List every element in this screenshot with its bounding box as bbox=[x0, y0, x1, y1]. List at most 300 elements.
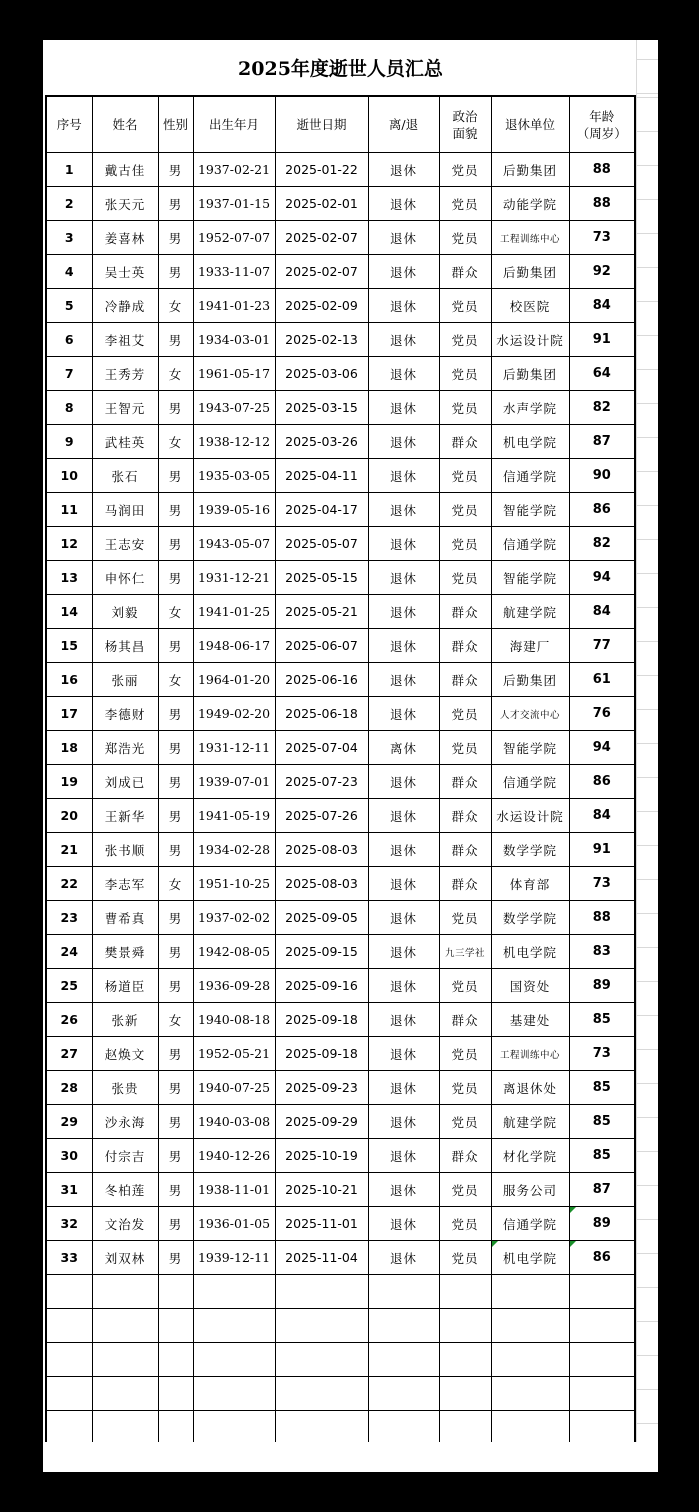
cell-age[interactable]: 86 bbox=[569, 765, 635, 799]
cell-retire-status[interactable]: 退休 bbox=[368, 187, 439, 221]
cell-retire-unit[interactable]: 工程训练中心 bbox=[491, 221, 569, 255]
cell-political-status[interactable]: 群众 bbox=[439, 255, 491, 289]
empty-cell[interactable] bbox=[275, 1309, 368, 1343]
cell-retire-unit[interactable]: 人才交流中心 bbox=[491, 697, 569, 731]
header-status[interactable]: 离/退 bbox=[368, 96, 439, 153]
empty-cell[interactable] bbox=[158, 1411, 193, 1446]
cell-death-date[interactable]: 2025-03-15 bbox=[275, 391, 368, 425]
cell-name[interactable]: 张新 bbox=[92, 1003, 158, 1037]
cell-name[interactable]: 张丽 bbox=[92, 663, 158, 697]
cell-age[interactable]: 84 bbox=[569, 289, 635, 323]
cell-retire-unit[interactable]: 体育部 bbox=[491, 867, 569, 901]
empty-cell[interactable] bbox=[368, 1309, 439, 1343]
cell-sex[interactable]: 男 bbox=[158, 969, 193, 1003]
cell-death-date[interactable]: 2025-08-03 bbox=[275, 867, 368, 901]
cell-name[interactable]: 沙永海 bbox=[92, 1105, 158, 1139]
cell-retire-status[interactable]: 退休 bbox=[368, 1173, 439, 1207]
cell-sex[interactable]: 男 bbox=[158, 255, 193, 289]
cell-retire-unit[interactable]: 智能学院 bbox=[491, 493, 569, 527]
header-sex[interactable]: 性别 bbox=[158, 96, 193, 153]
cell-birth-date[interactable]: 1938-11-01 bbox=[193, 1173, 275, 1207]
cell-seq[interactable]: 11 bbox=[46, 493, 92, 527]
cell-seq[interactable]: 21 bbox=[46, 833, 92, 867]
cell-birth-date[interactable]: 1934-03-01 bbox=[193, 323, 275, 357]
empty-cell[interactable] bbox=[158, 1309, 193, 1343]
cell-name[interactable]: 张天元 bbox=[92, 187, 158, 221]
cell-seq[interactable]: 24 bbox=[46, 935, 92, 969]
cell-retire-status[interactable]: 退休 bbox=[368, 1003, 439, 1037]
cell-retire-status[interactable]: 退休 bbox=[368, 867, 439, 901]
cell-birth-date[interactable]: 1941-05-19 bbox=[193, 799, 275, 833]
empty-cell[interactable] bbox=[569, 1343, 635, 1377]
cell-birth-date[interactable]: 1941-01-25 bbox=[193, 595, 275, 629]
empty-cell[interactable] bbox=[275, 1411, 368, 1446]
cell-age[interactable]: 85 bbox=[569, 1071, 635, 1105]
empty-cell[interactable] bbox=[46, 1343, 92, 1377]
cell-birth-date[interactable]: 1952-05-21 bbox=[193, 1037, 275, 1071]
cell-age[interactable]: 86 bbox=[569, 1241, 635, 1275]
cell-age[interactable]: 73 bbox=[569, 221, 635, 255]
cell-political-status[interactable]: 群众 bbox=[439, 1003, 491, 1037]
cell-age[interactable]: 88 bbox=[569, 187, 635, 221]
empty-cell[interactable] bbox=[439, 1411, 491, 1446]
empty-cell[interactable] bbox=[439, 1309, 491, 1343]
empty-cell[interactable] bbox=[368, 1275, 439, 1309]
cell-name[interactable]: 王智元 bbox=[92, 391, 158, 425]
cell-death-date[interactable]: 2025-07-26 bbox=[275, 799, 368, 833]
cell-sex[interactable]: 男 bbox=[158, 561, 193, 595]
cell-retire-status[interactable]: 退休 bbox=[368, 629, 439, 663]
cell-sex[interactable]: 男 bbox=[158, 1241, 193, 1275]
cell-death-date[interactable]: 2025-09-05 bbox=[275, 901, 368, 935]
cell-retire-status[interactable]: 退休 bbox=[368, 153, 439, 187]
cell-birth-date[interactable]: 1952-07-07 bbox=[193, 221, 275, 255]
cell-birth-date[interactable]: 1940-08-18 bbox=[193, 1003, 275, 1037]
cell-seq[interactable]: 18 bbox=[46, 731, 92, 765]
cell-age[interactable]: 88 bbox=[569, 901, 635, 935]
cell-birth-date[interactable]: 1961-05-17 bbox=[193, 357, 275, 391]
header-age[interactable] bbox=[569, 96, 635, 153]
cell-seq[interactable]: 7 bbox=[46, 357, 92, 391]
empty-cell[interactable] bbox=[491, 1309, 569, 1343]
cell-retire-unit[interactable]: 航建学院 bbox=[491, 595, 569, 629]
cell-retire-unit[interactable]: 水运设计院 bbox=[491, 323, 569, 357]
cell-political-status[interactable]: 党员 bbox=[439, 1173, 491, 1207]
cell-sex[interactable]: 男 bbox=[158, 459, 193, 493]
empty-cell[interactable] bbox=[158, 1343, 193, 1377]
cell-death-date[interactable]: 2025-09-16 bbox=[275, 969, 368, 1003]
cell-age[interactable]: 87 bbox=[569, 425, 635, 459]
cell-death-date[interactable]: 2025-09-18 bbox=[275, 1037, 368, 1071]
cell-name[interactable]: 李祖艾 bbox=[92, 323, 158, 357]
cell-political-status[interactable]: 党员 bbox=[439, 527, 491, 561]
cell-birth-date[interactable]: 1936-09-28 bbox=[193, 969, 275, 1003]
cell-age[interactable]: 76 bbox=[569, 697, 635, 731]
cell-sex[interactable]: 男 bbox=[158, 901, 193, 935]
empty-cell[interactable] bbox=[46, 1377, 92, 1411]
cell-retire-status[interactable]: 退休 bbox=[368, 799, 439, 833]
cell-age[interactable]: 85 bbox=[569, 1003, 635, 1037]
cell-retire-unit[interactable]: 智能学院 bbox=[491, 561, 569, 595]
cell-name[interactable]: 王志安 bbox=[92, 527, 158, 561]
cell-name[interactable]: 武桂英 bbox=[92, 425, 158, 459]
cell-age[interactable]: 84 bbox=[569, 595, 635, 629]
cell-birth-date[interactable]: 1940-03-08 bbox=[193, 1105, 275, 1139]
cell-sex[interactable]: 男 bbox=[158, 493, 193, 527]
empty-cell[interactable] bbox=[92, 1343, 158, 1377]
cell-age[interactable]: 94 bbox=[569, 731, 635, 765]
cell-retire-unit[interactable]: 离退休处 bbox=[491, 1071, 569, 1105]
cell-political-status[interactable]: 党员 bbox=[439, 1207, 491, 1241]
cell-birth-date[interactable]: 1939-12-11 bbox=[193, 1241, 275, 1275]
cell-retire-status[interactable]: 退休 bbox=[368, 1207, 439, 1241]
cell-retire-unit[interactable]: 机电学院 bbox=[491, 425, 569, 459]
empty-cell[interactable] bbox=[275, 1343, 368, 1377]
cell-retire-status[interactable]: 退休 bbox=[368, 1071, 439, 1105]
cell-seq[interactable]: 17 bbox=[46, 697, 92, 731]
header-name[interactable]: 姓名 bbox=[92, 96, 158, 153]
empty-cell[interactable] bbox=[491, 1377, 569, 1411]
cell-name[interactable]: 付宗吉 bbox=[92, 1139, 158, 1173]
empty-cell[interactable] bbox=[491, 1343, 569, 1377]
cell-death-date[interactable]: 2025-09-23 bbox=[275, 1071, 368, 1105]
cell-political-status[interactable]: 群众 bbox=[439, 425, 491, 459]
cell-age[interactable]: 91 bbox=[569, 323, 635, 357]
cell-retire-unit[interactable]: 材化学院 bbox=[491, 1139, 569, 1173]
cell-retire-unit[interactable]: 信通学院 bbox=[491, 459, 569, 493]
cell-seq[interactable]: 33 bbox=[46, 1241, 92, 1275]
cell-political-status[interactable]: 群众 bbox=[439, 663, 491, 697]
empty-cell[interactable] bbox=[368, 1343, 439, 1377]
cell-birth-date[interactable]: 1937-01-15 bbox=[193, 187, 275, 221]
cell-death-date[interactable]: 2025-08-03 bbox=[275, 833, 368, 867]
cell-sex[interactable]: 男 bbox=[158, 1207, 193, 1241]
header-political[interactable] bbox=[439, 96, 491, 153]
cell-sex[interactable]: 男 bbox=[158, 153, 193, 187]
cell-retire-unit[interactable]: 服务公司 bbox=[491, 1173, 569, 1207]
cell-retire-status[interactable]: 退休 bbox=[368, 935, 439, 969]
empty-cell[interactable] bbox=[368, 1411, 439, 1446]
cell-sex[interactable]: 女 bbox=[158, 1003, 193, 1037]
cell-birth-date[interactable]: 1943-05-07 bbox=[193, 527, 275, 561]
cell-sex[interactable]: 男 bbox=[158, 833, 193, 867]
cell-death-date[interactable]: 2025-06-18 bbox=[275, 697, 368, 731]
cell-seq[interactable]: 31 bbox=[46, 1173, 92, 1207]
cell-seq[interactable]: 26 bbox=[46, 1003, 92, 1037]
cell-death-date[interactable]: 2025-03-26 bbox=[275, 425, 368, 459]
cell-seq[interactable]: 12 bbox=[46, 527, 92, 561]
cell-sex[interactable]: 男 bbox=[158, 527, 193, 561]
cell-sex[interactable]: 女 bbox=[158, 289, 193, 323]
cell-retire-status[interactable]: 退休 bbox=[368, 221, 439, 255]
cell-political-status[interactable]: 党员 bbox=[439, 697, 491, 731]
cell-retire-unit[interactable]: 机电学院 bbox=[491, 1241, 569, 1275]
cell-name[interactable]: 杨道臣 bbox=[92, 969, 158, 1003]
cell-name[interactable]: 戴古佳 bbox=[92, 153, 158, 187]
cell-death-date[interactable]: 2025-11-04 bbox=[275, 1241, 368, 1275]
cell-seq[interactable]: 20 bbox=[46, 799, 92, 833]
cell-retire-unit[interactable]: 后勤集团 bbox=[491, 153, 569, 187]
cell-political-status[interactable]: 党员 bbox=[439, 1241, 491, 1275]
cell-birth-date[interactable]: 1940-07-25 bbox=[193, 1071, 275, 1105]
cell-name[interactable]: 刘双林 bbox=[92, 1241, 158, 1275]
cell-retire-unit[interactable]: 水声学院 bbox=[491, 391, 569, 425]
cell-political-status[interactable]: 党员 bbox=[439, 1037, 491, 1071]
empty-cell[interactable] bbox=[569, 1275, 635, 1309]
cell-age[interactable]: 61 bbox=[569, 663, 635, 697]
cell-death-date[interactable]: 2025-11-01 bbox=[275, 1207, 368, 1241]
empty-cell[interactable] bbox=[439, 1343, 491, 1377]
cell-sex[interactable]: 男 bbox=[158, 731, 193, 765]
cell-name[interactable]: 文治发 bbox=[92, 1207, 158, 1241]
cell-retire-status[interactable]: 退休 bbox=[368, 1037, 439, 1071]
cell-political-status[interactable]: 党员 bbox=[439, 493, 491, 527]
cell-death-date[interactable]: 2025-02-09 bbox=[275, 289, 368, 323]
cell-political-status[interactable]: 党员 bbox=[439, 323, 491, 357]
empty-cell[interactable] bbox=[275, 1275, 368, 1309]
cell-death-date[interactable]: 2025-02-07 bbox=[275, 255, 368, 289]
cell-seq[interactable]: 2 bbox=[46, 187, 92, 221]
empty-cell[interactable] bbox=[193, 1411, 275, 1446]
cell-retire-unit[interactable]: 工程训练中心 bbox=[491, 1037, 569, 1071]
cell-sex[interactable]: 女 bbox=[158, 867, 193, 901]
cell-age[interactable]: 88 bbox=[569, 153, 635, 187]
empty-cell[interactable] bbox=[193, 1343, 275, 1377]
cell-political-status[interactable]: 群众 bbox=[439, 629, 491, 663]
cell-birth-date[interactable]: 1949-02-20 bbox=[193, 697, 275, 731]
cell-birth-date[interactable]: 1931-12-21 bbox=[193, 561, 275, 595]
cell-age[interactable]: 83 bbox=[569, 935, 635, 969]
empty-cell[interactable] bbox=[46, 1275, 92, 1309]
cell-retire-status[interactable]: 退休 bbox=[368, 425, 439, 459]
cell-birth-date[interactable]: 1935-03-05 bbox=[193, 459, 275, 493]
cell-retire-unit[interactable]: 后勤集团 bbox=[491, 255, 569, 289]
cell-name[interactable]: 姜喜林 bbox=[92, 221, 158, 255]
cell-sex[interactable]: 女 bbox=[158, 663, 193, 697]
cell-seq[interactable]: 13 bbox=[46, 561, 92, 595]
cell-age[interactable]: 85 bbox=[569, 1105, 635, 1139]
cell-sex[interactable]: 男 bbox=[158, 1071, 193, 1105]
cell-political-status[interactable]: 群众 bbox=[439, 833, 491, 867]
cell-name[interactable]: 王秀芳 bbox=[92, 357, 158, 391]
cell-retire-unit[interactable]: 动能学院 bbox=[491, 187, 569, 221]
cell-political-status[interactable]: 党员 bbox=[439, 1105, 491, 1139]
cell-name[interactable]: 吴士英 bbox=[92, 255, 158, 289]
cell-sex[interactable]: 男 bbox=[158, 799, 193, 833]
cell-sex[interactable]: 女 bbox=[158, 425, 193, 459]
cell-political-status[interactable]: 九三学社 bbox=[439, 935, 491, 969]
empty-cell[interactable] bbox=[569, 1309, 635, 1343]
cell-sex[interactable]: 男 bbox=[158, 221, 193, 255]
cell-retire-unit[interactable]: 机电学院 bbox=[491, 935, 569, 969]
cell-retire-status[interactable]: 退休 bbox=[368, 595, 439, 629]
cell-death-date[interactable]: 2025-09-18 bbox=[275, 1003, 368, 1037]
header-seq[interactable]: 序号 bbox=[46, 96, 92, 153]
cell-death-date[interactable]: 2025-02-13 bbox=[275, 323, 368, 357]
cell-birth-date[interactable]: 1939-07-01 bbox=[193, 765, 275, 799]
cell-seq[interactable]: 14 bbox=[46, 595, 92, 629]
cell-seq[interactable]: 25 bbox=[46, 969, 92, 1003]
cell-birth-date[interactable]: 1937-02-21 bbox=[193, 153, 275, 187]
empty-cell[interactable] bbox=[569, 1377, 635, 1411]
cell-age[interactable]: 82 bbox=[569, 527, 635, 561]
cell-seq[interactable]: 27 bbox=[46, 1037, 92, 1071]
cell-sex[interactable]: 男 bbox=[158, 697, 193, 731]
cell-sex[interactable]: 男 bbox=[158, 935, 193, 969]
cell-political-status[interactable]: 党员 bbox=[439, 1071, 491, 1105]
cell-seq[interactable]: 15 bbox=[46, 629, 92, 663]
cell-name[interactable]: 李志军 bbox=[92, 867, 158, 901]
cell-name[interactable]: 马润田 bbox=[92, 493, 158, 527]
cell-sex[interactable]: 男 bbox=[158, 629, 193, 663]
cell-seq[interactable]: 3 bbox=[46, 221, 92, 255]
cell-retire-status[interactable]: 退休 bbox=[368, 357, 439, 391]
cell-death-date[interactable]: 2025-01-22 bbox=[275, 153, 368, 187]
cell-age[interactable]: 84 bbox=[569, 799, 635, 833]
cell-retire-unit[interactable]: 后勤集团 bbox=[491, 663, 569, 697]
cell-name[interactable]: 曹希真 bbox=[92, 901, 158, 935]
cell-age[interactable]: 73 bbox=[569, 867, 635, 901]
cell-retire-status[interactable]: 退休 bbox=[368, 527, 439, 561]
empty-cell[interactable] bbox=[275, 1377, 368, 1411]
cell-seq[interactable]: 30 bbox=[46, 1139, 92, 1173]
cell-name[interactable]: 刘成已 bbox=[92, 765, 158, 799]
cell-political-status[interactable]: 党员 bbox=[439, 901, 491, 935]
cell-sex[interactable]: 男 bbox=[158, 1105, 193, 1139]
cell-age[interactable]: 77 bbox=[569, 629, 635, 663]
cell-political-status[interactable]: 党员 bbox=[439, 391, 491, 425]
cell-birth-date[interactable]: 1933-11-07 bbox=[193, 255, 275, 289]
cell-retire-status[interactable]: 离休 bbox=[368, 731, 439, 765]
cell-age[interactable]: 85 bbox=[569, 1139, 635, 1173]
cell-political-status[interactable]: 党员 bbox=[439, 357, 491, 391]
cell-age[interactable]: 92 bbox=[569, 255, 635, 289]
cell-birth-date[interactable]: 1931-12-11 bbox=[193, 731, 275, 765]
cell-death-date[interactable]: 2025-05-15 bbox=[275, 561, 368, 595]
cell-birth-date[interactable]: 1941-01-23 bbox=[193, 289, 275, 323]
cell-age[interactable]: 94 bbox=[569, 561, 635, 595]
cell-seq[interactable]: 23 bbox=[46, 901, 92, 935]
empty-cell[interactable] bbox=[46, 1411, 92, 1446]
cell-seq[interactable]: 32 bbox=[46, 1207, 92, 1241]
cell-age[interactable]: 90 bbox=[569, 459, 635, 493]
cell-retire-status[interactable]: 退休 bbox=[368, 1105, 439, 1139]
cell-name[interactable]: 张石 bbox=[92, 459, 158, 493]
empty-cell[interactable] bbox=[158, 1377, 193, 1411]
cell-political-status[interactable]: 群众 bbox=[439, 799, 491, 833]
cell-retire-unit[interactable]: 信通学院 bbox=[491, 527, 569, 561]
cell-death-date[interactable]: 2025-09-29 bbox=[275, 1105, 368, 1139]
cell-birth-date[interactable]: 1938-12-12 bbox=[193, 425, 275, 459]
cell-seq[interactable]: 5 bbox=[46, 289, 92, 323]
cell-birth-date[interactable]: 1937-02-02 bbox=[193, 901, 275, 935]
cell-age[interactable]: 86 bbox=[569, 493, 635, 527]
cell-death-date[interactable]: 2025-10-19 bbox=[275, 1139, 368, 1173]
cell-retire-unit[interactable]: 后勤集团 bbox=[491, 357, 569, 391]
cell-sex[interactable]: 男 bbox=[158, 765, 193, 799]
cell-name[interactable]: 杨其昌 bbox=[92, 629, 158, 663]
cell-political-status[interactable]: 党员 bbox=[439, 221, 491, 255]
cell-retire-status[interactable]: 退休 bbox=[368, 901, 439, 935]
header-death[interactable]: 逝世日期 bbox=[275, 96, 368, 153]
cell-sex[interactable]: 男 bbox=[158, 1139, 193, 1173]
cell-birth-date[interactable]: 1943-07-25 bbox=[193, 391, 275, 425]
cell-retire-status[interactable]: 退休 bbox=[368, 493, 439, 527]
cell-name[interactable]: 申怀仁 bbox=[92, 561, 158, 595]
header-unit[interactable]: 退休单位 bbox=[491, 96, 569, 153]
cell-birth-date[interactable]: 1939-05-16 bbox=[193, 493, 275, 527]
empty-cell[interactable] bbox=[439, 1275, 491, 1309]
cell-political-status[interactable]: 群众 bbox=[439, 1139, 491, 1173]
empty-cell[interactable] bbox=[193, 1377, 275, 1411]
cell-death-date[interactable]: 2025-07-04 bbox=[275, 731, 368, 765]
cell-seq[interactable]: 8 bbox=[46, 391, 92, 425]
cell-political-status[interactable]: 党员 bbox=[439, 731, 491, 765]
cell-seq[interactable]: 28 bbox=[46, 1071, 92, 1105]
cell-retire-unit[interactable]: 国资处 bbox=[491, 969, 569, 1003]
cell-birth-date[interactable]: 1936-01-05 bbox=[193, 1207, 275, 1241]
cell-sex[interactable]: 男 bbox=[158, 1037, 193, 1071]
cell-seq[interactable]: 19 bbox=[46, 765, 92, 799]
empty-cell[interactable] bbox=[92, 1411, 158, 1446]
cell-name[interactable]: 郑浩光 bbox=[92, 731, 158, 765]
cell-retire-unit[interactable]: 数学学院 bbox=[491, 901, 569, 935]
cell-retire-status[interactable]: 退休 bbox=[368, 833, 439, 867]
cell-name[interactable]: 冬柏莲 bbox=[92, 1173, 158, 1207]
cell-retire-status[interactable]: 退休 bbox=[368, 697, 439, 731]
cell-name[interactable]: 赵焕文 bbox=[92, 1037, 158, 1071]
cell-sex[interactable]: 男 bbox=[158, 323, 193, 357]
cell-retire-status[interactable]: 退休 bbox=[368, 969, 439, 1003]
cell-political-status[interactable]: 党员 bbox=[439, 289, 491, 323]
empty-cell[interactable] bbox=[439, 1377, 491, 1411]
cell-retire-unit[interactable]: 校医院 bbox=[491, 289, 569, 323]
cell-political-status[interactable]: 群众 bbox=[439, 765, 491, 799]
cell-political-status[interactable]: 党员 bbox=[439, 187, 491, 221]
cell-name[interactable]: 张书顺 bbox=[92, 833, 158, 867]
cell-seq[interactable]: 29 bbox=[46, 1105, 92, 1139]
cell-age[interactable]: 64 bbox=[569, 357, 635, 391]
cell-sex[interactable]: 女 bbox=[158, 595, 193, 629]
cell-age[interactable]: 89 bbox=[569, 969, 635, 1003]
cell-death-date[interactable]: 2025-05-07 bbox=[275, 527, 368, 561]
cell-birth-date[interactable]: 1942-08-05 bbox=[193, 935, 275, 969]
cell-retire-unit[interactable]: 基建处 bbox=[491, 1003, 569, 1037]
cell-retire-status[interactable]: 退休 bbox=[368, 1241, 439, 1275]
cell-retire-status[interactable]: 退休 bbox=[368, 391, 439, 425]
cell-birth-date[interactable]: 1940-12-26 bbox=[193, 1139, 275, 1173]
empty-cell[interactable] bbox=[569, 1411, 635, 1446]
cell-retire-status[interactable]: 退休 bbox=[368, 255, 439, 289]
cell-seq[interactable]: 1 bbox=[46, 153, 92, 187]
cell-name[interactable]: 王新华 bbox=[92, 799, 158, 833]
cell-political-status[interactable]: 群众 bbox=[439, 595, 491, 629]
cell-retire-status[interactable]: 退休 bbox=[368, 663, 439, 697]
cell-seq[interactable]: 22 bbox=[46, 867, 92, 901]
cell-retire-unit[interactable]: 航建学院 bbox=[491, 1105, 569, 1139]
cell-political-status[interactable]: 党员 bbox=[439, 459, 491, 493]
cell-age[interactable]: 91 bbox=[569, 833, 635, 867]
cell-death-date[interactable]: 2025-02-01 bbox=[275, 187, 368, 221]
empty-cell[interactable] bbox=[491, 1411, 569, 1446]
cell-retire-unit[interactable]: 信通学院 bbox=[491, 1207, 569, 1241]
cell-age[interactable]: 73 bbox=[569, 1037, 635, 1071]
cell-retire-unit[interactable]: 水运设计院 bbox=[491, 799, 569, 833]
cell-death-date[interactable]: 2025-09-15 bbox=[275, 935, 368, 969]
cell-death-date[interactable]: 2025-03-06 bbox=[275, 357, 368, 391]
cell-retire-unit[interactable]: 海建厂 bbox=[491, 629, 569, 663]
cell-birth-date[interactable]: 1934-02-28 bbox=[193, 833, 275, 867]
